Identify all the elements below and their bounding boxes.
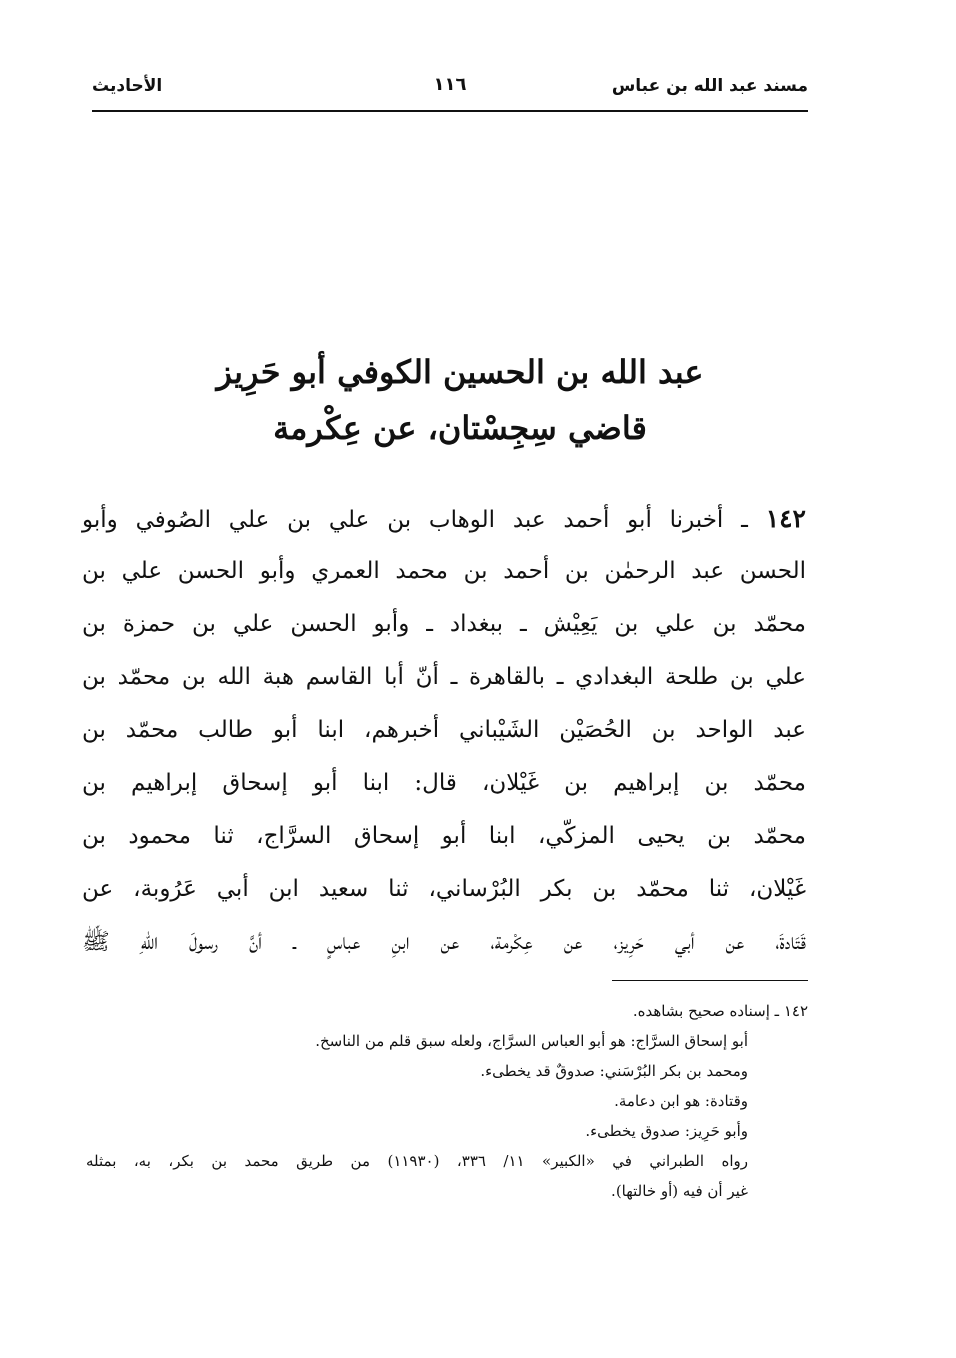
hadith-line (82, 492, 806, 545)
footnote-rule (612, 980, 808, 981)
hadith-text (82, 492, 806, 969)
footnote-line: رواه الطبراني في «الكبير» ١١/ ٣٣٦، (١١٩٣٠) من طريق محمد بن بكر، به، بمثله (86, 1152, 749, 1170)
hadith-line: الحسن عبد الرحمٰن بن أحمد بن محمد العمري وأبو الحسن علي بن (82, 558, 806, 584)
hadith-number: ١٤٢ (765, 504, 806, 533)
hadith-line-text: ـ أخبرنا أبو أحمد عبد الوهاب بن علي بن علي الصُوفي وأبو (82, 507, 748, 533)
hadith-line: محمّد بن إبراهيم بن غَيْلان، قال: ابنا أبو إسحاق إبراهيم بن (82, 770, 806, 796)
footnote-line: ١٤٢ ـ إسناده صحيح بشاهده. (632, 1002, 808, 1020)
section-title: الأحاديث (92, 76, 163, 96)
hadith-line: علي بن طلحة البغدادي ـ بالقاهرة ـ أنّ أبا القاسم هبة الله بن محمّد بن (82, 664, 806, 690)
running-header (92, 74, 808, 104)
hadith-line: محمّد بن يحيى المزكّي، ابنا أبو إسحاق السرَّاج، ثنا محمود بن (82, 823, 806, 849)
hadith-line: غَيْلان، ثنا محمّد بن بكر البُرْساني، ثنا سعيد ابن أبي عَرُوبة، عن (82, 876, 806, 902)
hadith-line: محمّد بن علي بن يَعِيْش ـ ببغداد ـ وأبو الحسن علي بن حمزة بن (82, 611, 806, 637)
chapter-title-line-2: قاضي سِجِسْتان، عن عِكْرمة (273, 409, 647, 447)
hadith-line: عبد الواحد بن الحُصَيْن الشَيْباني أخبرهم، ابنا أبو طالب محمّد بن (82, 717, 806, 743)
footnotes (86, 996, 808, 1206)
chapter-title (120, 344, 800, 456)
footnote-line: أبو إسحاق السرَّاج: هو أبو العباس السرَّاج، ولعله سبق قلم من الناسخ. (315, 1032, 748, 1050)
footnote-line: وقتادة: هو ابن دعامة. (614, 1092, 748, 1110)
page-number: ١١٦ (433, 74, 467, 95)
hadith-line: قَتَادةَ، عن أبي حَرِيز، عن عِكْرمة، عن ابنِ عباسٍ ـ أنَّ رسولَ اللّهِ ﷺ (82, 929, 806, 955)
chapter-title-line-1: عبد الله بن الحسين الكوفي أبو حَرِيز (216, 353, 704, 391)
footnote-line: غير أن فيه (أو خالتها). (611, 1182, 748, 1200)
footnote-line: وأبو حَرِيز: صدوق يخطىء. (585, 1122, 748, 1140)
book-title: مسند عبد الله بن عباس (611, 76, 808, 96)
footnote-line: ومحمد بن بكر البُرْسَني: صدوقٌ قد يخطىء. (480, 1062, 748, 1080)
header-rule (92, 110, 808, 112)
